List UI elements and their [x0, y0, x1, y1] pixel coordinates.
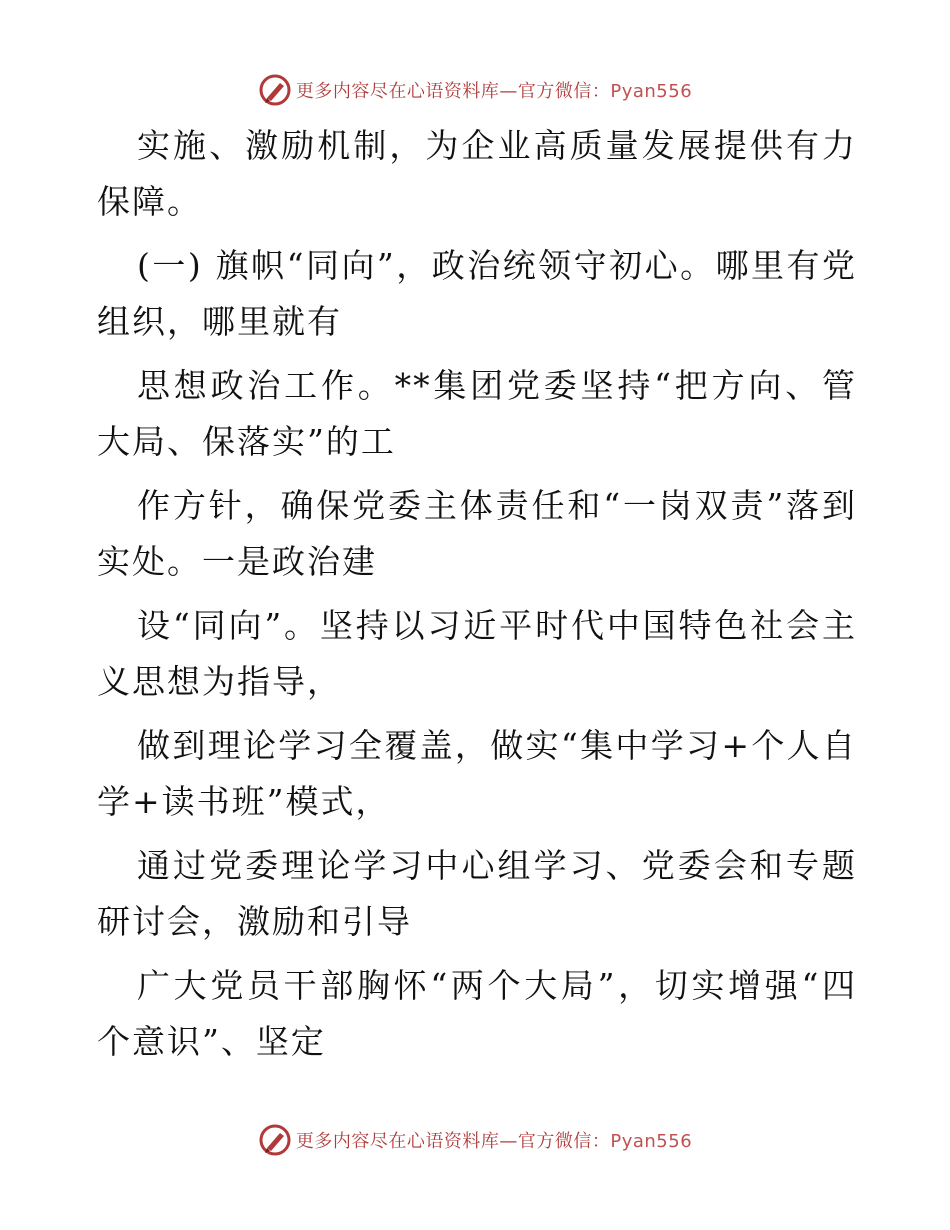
footer-watermark-text	[296, 1127, 692, 1153]
paragraph-6: 做到理论学习全覆盖，做实“集中学习+个人自学+读书班”模式，	[97, 726, 857, 821]
pen-logo-icon	[258, 73, 292, 107]
paragraph-4: 作方针，确保党委主体责任和“一岗双责”落到实处。一是政治建	[97, 486, 857, 581]
paragraph-3: 思想政治工作。**集团党委坚持“把方向、管大局、保落实”的工	[97, 366, 857, 461]
paragraph-2: (一) 旗帜“同向”，政治统领守初心。哪里有党组织，哪里就有	[97, 246, 857, 341]
footer-watermark-banner	[0, 1120, 950, 1160]
header-watermark-text-en: Pyan556	[610, 81, 693, 102]
header-watermark-text-cn: 更多内容尽在心语资料库—官方微信：	[295, 81, 611, 102]
header-watermark-text	[296, 77, 692, 103]
paragraph-5: 设“同向”。坚持以习近平时代中国特色社会主义思想为指导，	[97, 606, 857, 701]
header-watermark-banner	[0, 70, 950, 110]
document-body	[97, 118, 857, 1078]
paragraph-1: 实施、激励机制，为企业高质量发展提供有力保障。	[97, 126, 857, 221]
footer-watermark-text-en: Pyan556	[610, 1131, 693, 1152]
paragraph-7: 通过党委理论学习中心组学习、党委会和专题研讨会，激励和引导	[97, 846, 857, 941]
paragraph-8: 广大党员干部胸怀“两个大局”，切实增强“四个意识”、坚定	[97, 966, 857, 1061]
pen-logo-icon	[258, 1123, 292, 1157]
footer-watermark-text-cn: 更多内容尽在心语资料库—官方微信：	[295, 1131, 611, 1152]
